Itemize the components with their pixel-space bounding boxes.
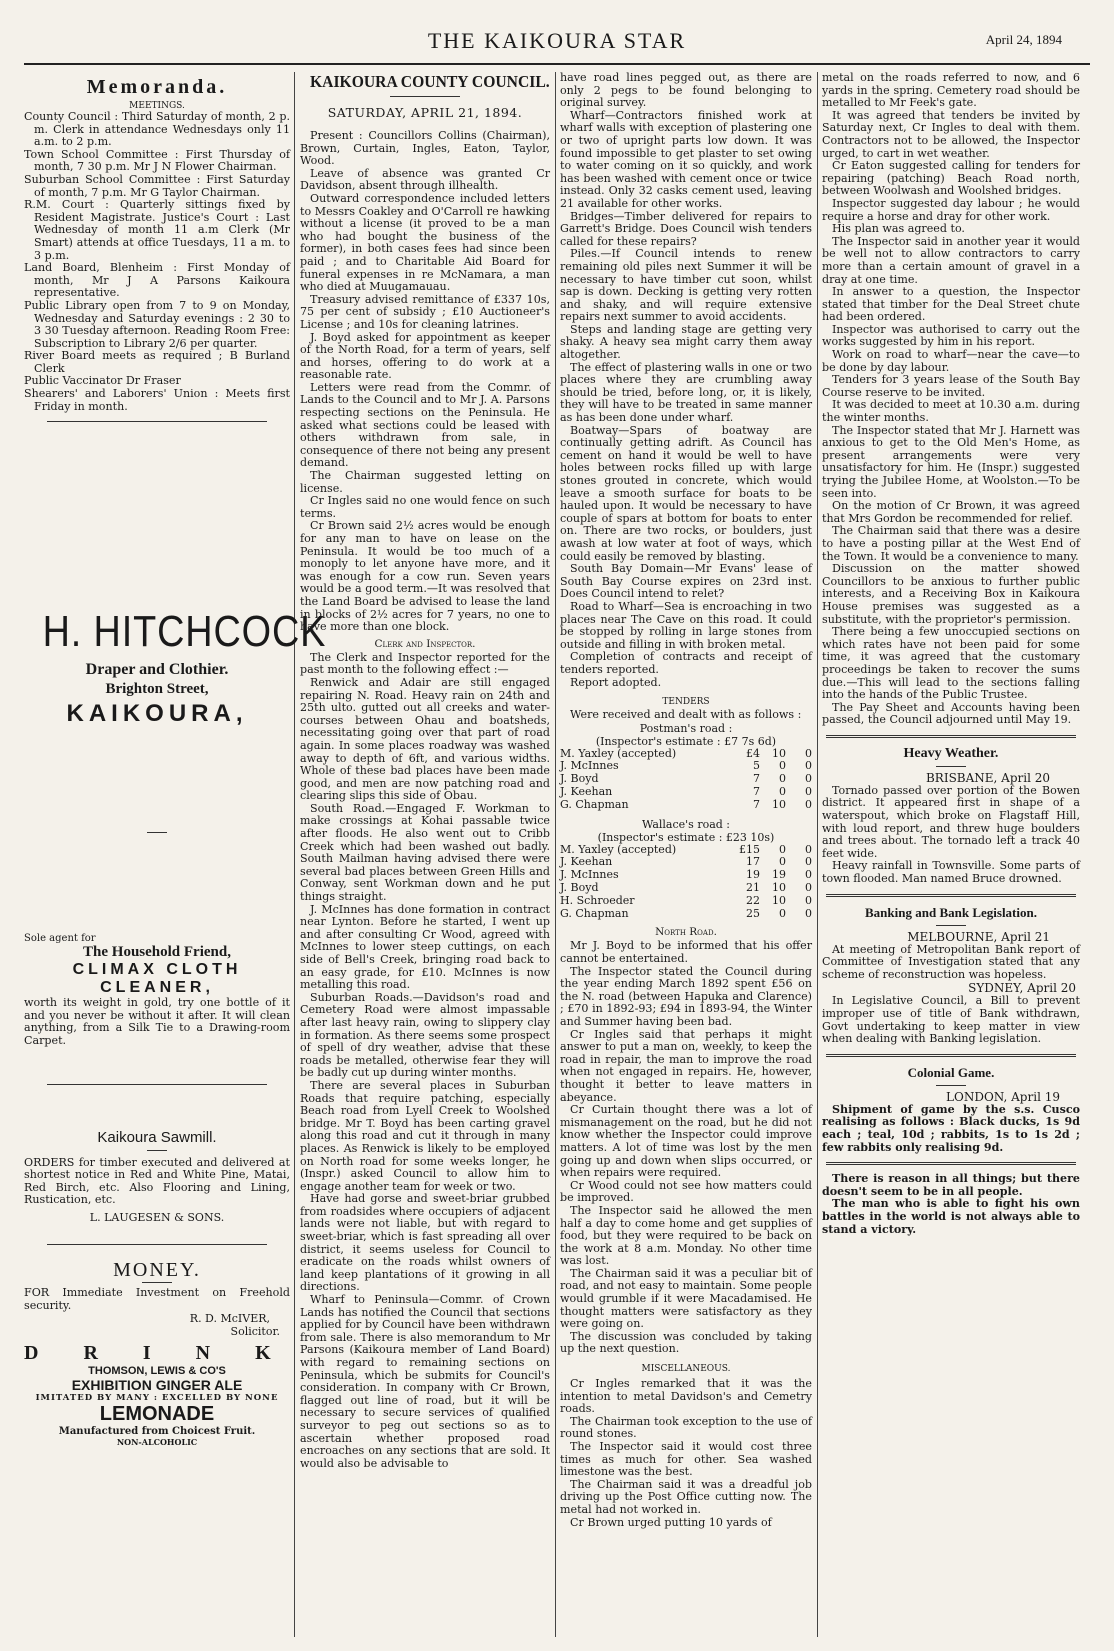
paragraph: Renwick and Adair are still engaged repairing N. Road. Heavy rain on 24th and 25th ulto. gutted out all creeks and water-courses between Ohau and boatsheds, necessitating going over that part of road again. In some places roadway was washed away to depth of 6ft, and various widths. Whole of these bad places have been made good, and men are now patching road and clearing slips this side of Obau.: [300, 675, 550, 803]
paragraph: Have had gorse and sweet-briar grubbed from roadsides where occupiers of adjacent lands were not liable, but with regard to sweet-briar, which is fast spreading all over district, it seems useless for Council to eradicate on the roads whilst owners of land keep plantations of it growing in all directions.: [300, 1192, 550, 1294]
paragraph: There is reason in all things; but there doesn't seem to be in all people.: [822, 1172, 1080, 1198]
tenderer: M. Yaxley (accepted): [560, 746, 677, 760]
paragraph: Wharf to Peninsula—Commr. of Crown Lands has notified the Council that sections applied for by Council have been withdrawn from sale. There is also memorandum to Mr Parsons (Kaikoura member of Land Board) with regard to remaining sections on Peninsula, which be submits for Council's consideration. In company with Cr Brown, flagged out line of road, but it will be necessary to secure services of qualified surveyor to peg out sections so as to ascertain whether proposed road encroaches on any sections that are sold. It would also be advisable to: [300, 1293, 550, 1470]
table-row: [560, 895, 812, 908]
paragraph: Cr Ingles said no one would fence on such terms.: [300, 494, 550, 520]
paragraph: Present : Councillors Collins (Chairman), Brown, Curtain, Ingles, Eaton, Taylor, Wood.: [300, 129, 550, 168]
shillings: 10: [772, 797, 786, 811]
shillings: 19: [772, 868, 786, 882]
pence: 0: [805, 868, 812, 882]
table-row: [560, 799, 812, 812]
bank-dateline-1: MELBOURNE, April 21: [907, 929, 1050, 944]
paragraph: There are several places in Suburban Roads that require patching, especially Beach road from Lyell Creek to Woolshed bridge. Mr T. Boyd has been carting gravel along this road and cut it through in many places. As Renwick is likely to be employed on North road for some weeks longer, he (Inspr.) asked Council to allow him to engage another team for week or two.: [300, 1078, 550, 1193]
memo-item: Shearers' and Laborers' Union : Meets first Friday in month.: [24, 387, 290, 413]
pounds: 5: [753, 759, 760, 773]
pounds: £15: [739, 842, 760, 856]
pounds: 22: [746, 893, 760, 907]
pounds: 17: [746, 855, 760, 869]
paragraph: The effect of plastering walls in one or two places where they are crumbling away should be tried, before long, or, it is likely, they will have to be treated in same manner as has been done under wharf.: [560, 360, 812, 425]
council-title: KAIKOURA COUNTY COUNCIL.: [310, 72, 550, 91]
paragraph: His plan was agreed to.: [832, 222, 965, 236]
bank-title: Banking and Bank Legislation.: [865, 904, 1037, 920]
paragraph: South Bay Domain—Mr Evans' lease of South Bay Course expires on 23rd inst. Does Council intend to relet?: [560, 562, 812, 601]
pounds: 7: [753, 785, 760, 799]
drink-maker: THOMSON, LEWIS & CO'S: [88, 1365, 226, 1378]
agent-product-1: The Household Friend,: [83, 944, 231, 961]
hitchcock-name: H. HITCHCOCK: [42, 607, 327, 657]
double-rule: [826, 1054, 1076, 1057]
paragraph: The Chairman said it was a peculiar bit of road, and not easy to maintain. Some people would grumble if it were Macadamised. He thought matters were satisfactory as they were going on.: [560, 1266, 812, 1331]
postman-heading: Postman's road :: [639, 721, 733, 735]
paragraph: The man who is able to fight his own battles in the world is not always able to stand a victory.: [822, 1197, 1080, 1236]
shillings: 10: [772, 893, 786, 907]
sawmill-title: Kaikoura Sawmill.: [97, 1128, 217, 1146]
postman-estimate: (Inspector's estimate : £7 7s 6d): [595, 734, 777, 748]
paragraph: Inspector was authorised to carry out the works suggested by him in his report.: [822, 322, 1080, 349]
paragraph: Cr Eaton suggested calling for tenders for repairing (patching) Beach Road north, between Woolwash and Woolshed bridges.: [822, 159, 1080, 198]
sawmill-advert: [24, 1129, 290, 1224]
memoranda-subtitle: MEETINGS.: [129, 101, 185, 111]
tenderer: J. McInnes: [560, 759, 619, 773]
paragraph: Road to Wharf—Sea is encroaching in two places near The Cave on this road. It could be stopped by rolling in large stones from outside and filling in with broken metal.: [560, 599, 812, 651]
money-signature: R. D. McIVER,: [189, 1312, 270, 1326]
tenderer: G. Chapman: [560, 797, 629, 811]
paragraph: Mr J. Boyd to be informed that his offer cannot be entertained.: [560, 939, 812, 966]
tenders-intro: Were received and dealt with as follows :: [570, 708, 802, 722]
paragraph: The Inspector said he allowed the men half a day to come home and get supplies of food, but they were required to be back on the work at 8 a.m. Monday. No other time was lost.: [560, 1203, 812, 1268]
masthead: [0, 28, 1114, 54]
memo-item: County Council : Third Saturday of month, 2 p. m. Clerk in attendance Wednesdays only 11 a.m. to 2 p.m.: [24, 110, 290, 149]
paragraph: Cr Ingles remarked that it was the intention to metal Davidson's and Cemetry roads.: [560, 1377, 812, 1416]
shillings: 0: [779, 759, 786, 773]
column-3: [560, 72, 812, 1637]
table-row: [560, 882, 812, 895]
hitchcock-line1: Draper and Clothier.: [85, 661, 229, 679]
masthead-rule: [24, 63, 1090, 65]
pounds: 19: [746, 868, 760, 882]
agent-product-3: CLEANER,: [100, 979, 214, 997]
climax-advert: [24, 933, 290, 1047]
pence: 0: [805, 785, 812, 799]
hitchcock-line2: Brighton Street,: [105, 681, 209, 698]
drink-word: D R I N K: [24, 1342, 291, 1365]
paragraph: Cr Curtain thought there was a lot of mismanagement on the road, but he did not know whether the Inspector could improve matters. A lot of time was lost by the men going up and down when slips occurred, or when repairs were required.: [560, 1103, 812, 1180]
short-rule: [147, 1150, 167, 1151]
pence: 0: [805, 855, 812, 869]
drink-nonalcoholic: NON-ALCOHOLIC: [116, 1437, 198, 1448]
shillings: 0: [779, 906, 786, 920]
short-rule: [147, 832, 167, 833]
paragraph: The Inspector said it would cost three times as much for other. Sea washed limestone was the best.: [560, 1440, 812, 1479]
paragraph: The Chairman took exception to the use of round stones.: [560, 1414, 812, 1441]
column-rule: [294, 72, 295, 1637]
hitchcock-advert: [24, 607, 327, 833]
pence: 0: [805, 746, 812, 760]
divider: [47, 1084, 267, 1085]
paragraph: Cr Brown urged putting 10 yards of: [570, 1515, 772, 1529]
paragraph: The Pay Sheet and Accounts having been passed, the Council adjourned until May 19.: [822, 700, 1080, 727]
masthead-title: THE KAIKOURA STAR: [427, 28, 687, 53]
clerk-heading: Clerk and Inspector.: [374, 637, 476, 650]
drink-imitated: IMITATED BY MANY : EXCELLED BY NONE: [35, 1393, 279, 1404]
bank-dateline-2: SYDNEY, April 20: [968, 981, 1076, 996]
paragraph: The Chairman said that there was a desire to have a posting pillar at the West End of the Town. It would be a convenience to many.: [822, 524, 1080, 563]
shillings: 0: [779, 785, 786, 799]
double-rule: [826, 1162, 1076, 1165]
shillings: 0: [779, 855, 786, 869]
paragraph: At meeting of Metropolitan Bank report of Committee of Investigation stated that any scheme of reconstruction was hopeless.: [822, 942, 1080, 981]
paragraph: In answer to a question, the Inspector stated that timber for the Deal Street chute had been ordered.: [822, 285, 1080, 324]
paragraph: South Road.—Engaged F. Workman to make crossings at Kohai passable twice after floods. He also went out to Cribb Creek which had been washed out badly. South Mailman having advised there were several bad places between Green Hills and Conway, sent Workman down and he put things straight.: [300, 801, 550, 904]
memo-item: Town School Committee : First Thursday of month, 7 30 p.m. Mr J N Flower Chairman.: [24, 147, 290, 174]
north-road-heading: North Road.: [655, 926, 717, 939]
pounds: 7: [753, 797, 760, 811]
pence: 0: [805, 881, 812, 895]
memo-item: Land Board, Blenheim : First Monday of month, Mr J A Parsons Kaikoura representative.: [24, 261, 290, 300]
memo-item: Public Library open from 7 to 9 on Monday, Wednesday and Saturday evenings : 2 30 to 3 30 Tuesday afternoon. Reading Room Free: Subscription to Library 2/6 per quarter.: [24, 298, 290, 350]
double-rule: [826, 894, 1076, 897]
paragraph: On the motion of Cr Brown, it was agreed that Mrs Gordon be recommended for relief.: [822, 499, 1080, 525]
drink-product: EXHIBITION GINGER ALE: [71, 1377, 243, 1394]
pounds: £4: [746, 746, 760, 760]
shillings: 10: [772, 746, 786, 760]
paragraph: Letters were read from the Commr. of Lands to the Council and to Mr J. A. Parsons respecting sections on the Peninsula. He asked what sections could be leased with others withdrawn from sale, in consequence of there not being any present demand.: [300, 380, 550, 470]
shillings: 0: [779, 842, 786, 856]
game-title: Colonial Game.: [907, 1064, 995, 1080]
pence: 0: [805, 759, 812, 773]
paragraph: Tenders for 3 years lease of the South Bay Course reserve to be invited.: [822, 373, 1080, 399]
paragraph: The discussion was concluded by taking up the next question.: [560, 1329, 812, 1356]
paragraph: Discussion on the matter showed Councillors to be anxious to further public interests, and a Receiving Box in Kaikoura House premises was suggested as a substitute, with the proprietor's permission.: [822, 562, 1080, 626]
paragraph: There being a few unoccupied sections on which rates have not been paid for some time, it was agreed that the customary proceedings be taken to recover the sums due.—This will lead to the sections falling into the hands of the Public Trustee.: [822, 625, 1080, 702]
paragraph: The Chairman suggested letting on license.: [300, 469, 550, 495]
paragraph: The Inspector stated the Council during the year ending March 1892 spent £56 on the N. road (between Hapuka and Clarence) ; £70 in 1892-93; £94 in 1893-94, the Winter and Summer having been bad.: [560, 964, 812, 1029]
tenderer: J. McInnes: [560, 868, 619, 882]
pence: 0: [805, 842, 812, 856]
paragraph: Shipment of game by the s.s. Cusco realising as follows : Black ducks, 1s 9d each ; teal, 10d ; rabbits, 1s to 1s 2d ; few rabbits only realising 9d.: [822, 1102, 1080, 1154]
pence: 0: [805, 906, 812, 920]
paragraph: J. McInnes has done formation in contract near Lynton. Before he started, I went up and after consulting Cr Wood, agreed with McInnes to lower steep cuttings, on each side of Bell's Creek, bringing road back to an easy grade, for £10. McInnes is now metalling this road.: [300, 902, 550, 992]
double-rule: [826, 735, 1076, 738]
paragraph: metal on the roads referred to now, and 6 yards in the spring. Cemetery road should be metalled to Mr Feek's gate.: [822, 71, 1080, 110]
paragraph: Leave of absence was granted Cr Davidson, absent through illhealth.: [300, 166, 550, 193]
memo-item: R.M. Court : Quarterly sittings fixed by Resident Magistrate. Justice's Court : Last Wednesday of month 11 a.m Clerk (Mr Smart) attends at office Tuesdays, 11 a m. to 3 p.m.: [24, 198, 290, 262]
paragraph: Inspector suggested day labour ; he would require a horse and dray for other work.: [822, 196, 1080, 223]
wallace-heading: Wallace's road :: [641, 817, 731, 831]
paragraph: J. Boyd asked for appointment as keeper of the North Road, for a term of years, self and horses, offering to do work at a reasonable rate.: [300, 330, 550, 382]
tenderer: H. Schroeder: [560, 893, 635, 907]
paragraph: Cr Brown said 2½ acres would be enough for any man to have on lease on the Peninsula. It would be too much of a monoply to let anyone have more, and it was enough for a cow run. Seven years would be a good term.—It was resolved that the Land Board be advised to lease the land in blocks of 2½ acres for 7 years, no one to have more than one block.: [300, 519, 550, 634]
shillings: 10: [772, 881, 786, 895]
paragraph: Tornado passed over portion of the Bowen district. It appeared first in shape of a waterspout, which broke on Flagstaff Hill, with loud report, and threw huge boulders and trees about. The tornado left a track 40 feet wide.: [822, 783, 1080, 860]
short-rule: [936, 925, 966, 926]
agent-line: Sole agent for: [24, 933, 96, 945]
column-1: [24, 72, 327, 1637]
paragraph: have road lines pegged out, as there are only 2 pegs to be found belonging to original survey.: [560, 71, 812, 110]
paragraph: Piles.—If Council intends to renew remaining old piles next Summer it will be necessary to have timber cut soon, whilst sap is down. Decking is getting very rotten and shaky, and will require extensive repairs next summer to avoid accidents.: [560, 247, 812, 324]
paragraph: Heavy rainfall in Townsville. Some parts of town flooded. Man named Bruce drowned.: [822, 859, 1080, 886]
money-advert: [24, 1259, 290, 1338]
money-title: MONEY.: [113, 1259, 201, 1281]
drink-lemonade: LEMONADE: [99, 1403, 215, 1426]
paragraph: The Inspector stated that Mr J. Harnett was anxious to get to the Old Men's Home, as present arrangements were very unsatisfactory for him. He (Inspr.) suggested trying the Jubilee Home, at Woolston.—To be seen into.: [822, 423, 1080, 500]
weather-title: Heavy Weather.: [903, 745, 999, 761]
memoranda-section: [24, 76, 290, 413]
paragraph: Wharf—Contractors finished work at wharf walls with exception of plastering one or two of upright parts low down. It was found impossible to get plaster to set owing to water coming on it so quickly, and work has been washed with cement once or twice instead. Only 32 casks cement used, leaving 21 available for other works.: [560, 108, 812, 210]
memo-item: Public Vaccinator Dr Fraser: [24, 374, 181, 388]
paragraph: Completion of contracts and receipt of tenders reported.: [560, 650, 812, 676]
money-title-sign: Solicitor.: [230, 1325, 280, 1339]
table-row: [560, 786, 812, 799]
paragraph: In Legislative Council, a Bill to prevent improper use of title of Bank withdrawn, Govt undertaking to keep matter in view when dealing with Banking legislation.: [822, 994, 1080, 1046]
paragraph: The Inspector said in another year it would be well not to allow contractors to carry more than a certain amount of gravel in a dray at one time.: [822, 234, 1080, 286]
wallace-estimate: (Inspector's estimate : £23 10s): [597, 830, 775, 844]
agent-product-2: CLIMAX CLOTH: [72, 961, 242, 979]
column-2: [300, 72, 550, 1637]
short-rule: [936, 766, 966, 767]
paragraph: Suburban Roads.—Davidson's road and Cemetery Road were almost impassable after last heavy rain, owing to slippery clay in formation. As there seems some prospect of spell of dry weather, advise that these roads be metalled, otherwise fear they will be badly cut up during winter months.: [300, 990, 550, 1080]
council-date: SATURDAY, APRIL 21, 1894.: [327, 105, 523, 120]
sawmill-text: ORDERS for timber executed and delivered at shortest notice in Red and White Pine, Matai, Red Birch, etc. Also Flooring and Lining, Rustication, etc.: [24, 1155, 290, 1207]
pence: 0: [805, 797, 812, 811]
money-text: FOR Immediate Investment on Freehold security.: [24, 1286, 290, 1312]
divider: [47, 421, 267, 422]
miscellaneous-heading: MISCELLANEOUS.: [641, 1364, 731, 1375]
tenderer: G. Chapman: [560, 906, 629, 920]
paragraph: Boatway—Spars of boatway are continually getting adrift. As Council has cement on hand it would be well to have holes between rocks filled up with large stones grouted in concrete, which would leave a smooth surface for boats to be hauled upon. It would be necessary to have couple of spars at bottom for boats to enter on. There are two rocks, or boulders, just awash at low water at foot of ways, which could easily be removed by blasting.: [560, 423, 812, 563]
column-rule: [817, 72, 818, 1637]
paragraph: Report adopted.: [570, 675, 662, 689]
tenderer: J. Keehan: [560, 785, 613, 799]
paragraph: Cr Ingles said that perhaps it might answer to put a man on, weekly, to keep the road in repair, the man to improve the road when not engaged in repairs. He, however, thought it better to leave matters in abeyance.: [560, 1027, 812, 1104]
divider: [47, 1244, 267, 1245]
table-row: [560, 908, 812, 921]
paragraph: Steps and landing stage are getting very shaky. A heavy sea might carry them away altogether.: [560, 322, 812, 362]
paragraph: Treasury advised remittance of £337 10s, 75 per cent of subsidy ; £10 Auctioneer's License ; and 10s for cleaning latrines.: [300, 292, 550, 331]
column-4: [822, 72, 1080, 1637]
wallace-tenders-table: [560, 844, 812, 921]
pounds: 7: [753, 772, 760, 786]
short-rule: [390, 96, 460, 97]
drink-advert: [24, 1342, 290, 1447]
paragraph: Outward correspondence included letters to Messrs Coakley and O'Carroll re hawking without a license (it proved to be a man who had bought the business of the former), in both cases fees had since been paid ; and to Charitable Aid Board for funeral expenses in re McNamara, a man who died at Muugamauau.: [300, 191, 550, 294]
hitchcock-town: KAIKOURA,: [66, 700, 248, 728]
sawmill-signature: L. LAUGESEN & SONS.: [89, 1211, 225, 1224]
memoranda-title: Memoranda.: [86, 76, 228, 98]
postman-tenders-table: [560, 748, 812, 812]
tenderer: J. Boyd: [560, 881, 599, 895]
weather-dateline: BRISBANE, April 20: [925, 770, 1050, 785]
pence: 0: [805, 893, 812, 907]
paragraph: Cr Wood could not see how matters could be improved.: [560, 1178, 812, 1205]
paragraph: It was agreed that tenders be invited by Saturday next, Cr Ingles to deal with them. Contractors not to be allowed, the Inspector urged, to cart in wet weather.: [822, 108, 1080, 160]
memo-item: River Board meets as required ; B Burland Clerk: [24, 349, 290, 375]
short-rule: [142, 1282, 172, 1283]
tenders-heading: TENDERS: [662, 697, 710, 708]
paragraph: Bridges—Timber delivered for repairs to Garrett's Bridge. Does Council wish tenders called for these repairs?: [560, 209, 812, 248]
pounds: 21: [746, 881, 760, 895]
short-rule: [936, 1085, 966, 1086]
tenderer: M. Yaxley (accepted): [560, 842, 677, 856]
game-dateline: LONDON, April 19: [946, 1089, 1060, 1104]
paragraph: The Chairman said it was a dreadful job driving up the Post Office cutting now. The metal had not worked in.: [560, 1477, 812, 1516]
pence: 0: [805, 772, 812, 786]
column-rule: [555, 72, 556, 1637]
masthead-date: April 24, 1894: [985, 32, 1062, 47]
paragraph: The Clerk and Inspector reported for the past month to the following effect :—: [300, 650, 550, 677]
drink-manufactured: Manufactured from Choicest Fruit.: [58, 1426, 256, 1438]
tenderer: J. Keehan: [560, 855, 613, 869]
paragraph: Work on road to wharf—near the cave—to be done by day labour.: [822, 348, 1080, 374]
tenderer: J. Boyd: [560, 772, 599, 786]
memo-item: Suburban School Committee : First Saturday of month, 7 p.m. Mr G Taylor Chairman.: [24, 172, 290, 199]
paragraph: It was decided to meet at 10.30 a.m. during the winter months.: [822, 398, 1080, 425]
pounds: 25: [746, 906, 760, 920]
shillings: 0: [779, 772, 786, 786]
agent-text: worth its weight in gold, try one bottle of it and you never be without it after. It will clean anything, from a Silk Tie to a Drawing-room Carpet.: [24, 996, 290, 1048]
